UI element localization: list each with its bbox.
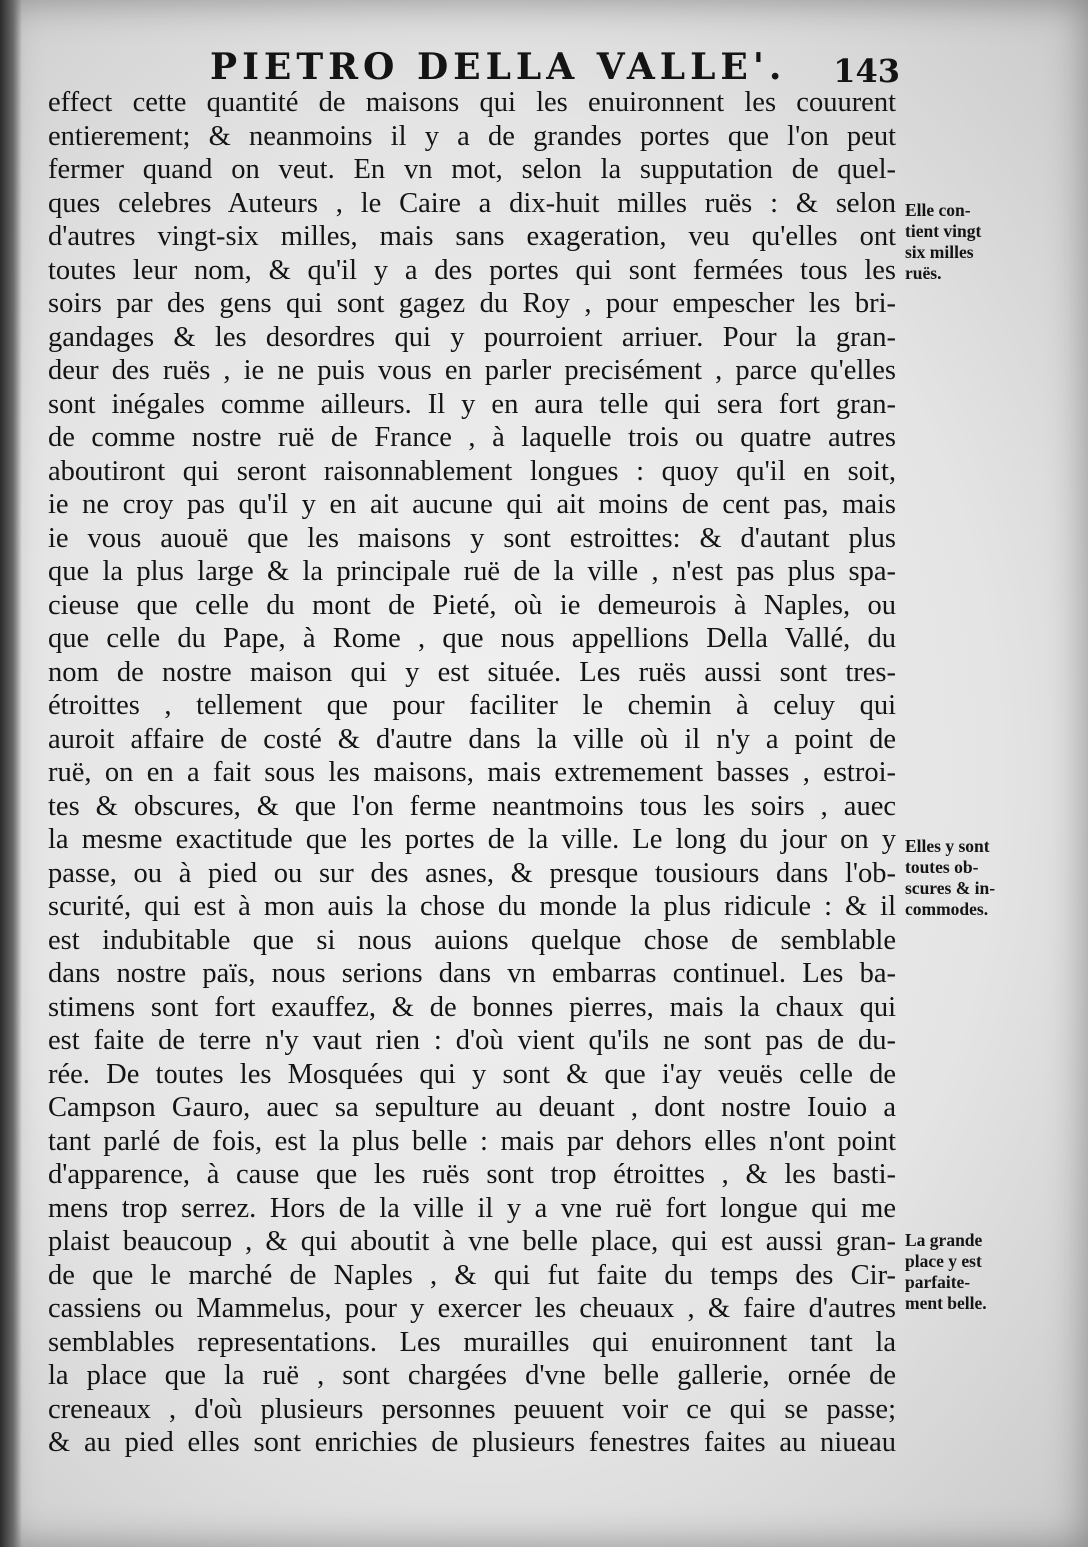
margin-note-line: toutes ob-	[905, 857, 979, 877]
text-line: cassiens ou Mammelus, pour y exercer les cheuaux , & faire d'autres	[48, 1293, 896, 1324]
text-line: ie ne croy pas qu'il y en ait aucune qui ait moins de cent pas, mais	[48, 489, 896, 520]
text-line: scurité, qui est à mon auis la chose du monde la plus ridicule : & il	[48, 891, 896, 922]
margin-note-line: scures & in-	[905, 878, 996, 898]
margin-note-great-square	[905, 1230, 1025, 1314]
text-line: mens trop serrez. Hors de la ville il y a vne ruë fort longue qui me	[48, 1192, 896, 1224]
text-line: entierement; & neanmoins il y a de grandes portes que l'on peut	[48, 120, 896, 152]
text-line: de que le marché de Naples , & qui fut faite du temps des Cir-	[48, 1259, 896, 1291]
text-line: gandages & les desordres qui y pourroient arriuer. Pour la gran-	[48, 321, 896, 353]
text-line: ie vous auouë que les maisons y sont estroittes: & d'autant plus	[48, 522, 896, 554]
text-line: effect cette quantité de maisons qui les enuironnent les couurent	[48, 87, 896, 118]
text-line: que la plus large & la principale ruë de la ville , n'est pas plus spa-	[48, 556, 896, 587]
margin-note-line: parfaite-	[905, 1272, 971, 1292]
margin-note-line: Elle con-	[905, 200, 971, 220]
text-line: Campson Gauro, auec sa sepulture au deuant , dont nostre Iouio a	[48, 1092, 896, 1123]
text-line: dans nostre païs, nous serions dans vn embarras continuel. Les ba-	[48, 958, 896, 989]
text-line: la mesme exactitude que les portes de la ville. Le long du jour on y	[48, 824, 896, 855]
text-line: de comme nostre ruë de France , à laquelle trois ou quatre autres	[48, 422, 896, 453]
text-line: stimens sont fort exauffez, & de bonnes pierres, mais la chaux qui	[48, 991, 896, 1023]
text-line: nom de nostre maison qui y est située. Les ruës aussi sont tres-	[48, 656, 896, 688]
main-text-column	[48, 86, 896, 1460]
page-header	[200, 40, 900, 92]
text-line: toutes leur nom, & qu'il y a des portes qui sont fermées tous les	[48, 254, 896, 286]
page-number: 143	[833, 52, 900, 90]
text-line: est indubitable que si nous auions quelque chose de semblable	[48, 924, 896, 956]
text-line: rée. De toutes les Mosquées qui y sont & que i'ay veuës celle de	[48, 1058, 896, 1090]
text-line: d'autres vingt-six milles, mais sans exageration, veu qu'elles ont	[48, 221, 896, 252]
text-line: étroittes , tellement que pour faciliter le chemin à celuy qui	[48, 690, 896, 721]
text-line: & au pied elles sont enrichies de plusieurs fenestres faites au niueau	[48, 1427, 896, 1458]
margin-note-line: place y est	[905, 1251, 982, 1271]
margin-note-line: commodes.	[905, 899, 989, 919]
text-line: creneaux , d'où plusieurs personnes peuuent voir ce qui se passe;	[48, 1393, 896, 1425]
text-line: est faite de terre n'y vaut rien : d'où vient qu'ils ne sont pas de du-	[48, 1025, 896, 1056]
text-line: tant parlé de fois, est la plus belle : mais par dehors elles n'ont point	[48, 1125, 896, 1157]
margin-note-line: ment belle.	[905, 1293, 987, 1313]
text-line: tes & obscures, & que l'on ferme neantmoins tous les soirs , auec	[48, 790, 896, 822]
text-line: la place que la ruë , sont chargées d'vne belle gallerie, ornée de	[48, 1360, 896, 1391]
text-line: cieuse que celle du mont de Pieté, où ie demeurois à Naples, ou	[48, 589, 896, 621]
text-line: auroit affaire de costé & d'autre dans la ville où il n'y a point de	[48, 723, 896, 755]
text-line: soirs par des gens qui sont gagez du Roy , pour empescher les bri-	[48, 288, 896, 319]
text-line: aboutiront qui seront raisonnablement longues : quoy qu'il en soit,	[48, 455, 896, 487]
text-line: sont inégales comme ailleurs. Il y en aura telle qui sera fort gran-	[48, 388, 896, 420]
text-line: ques celebres Auteurs , le Caire a dix-huit milles ruës : & selon	[48, 187, 896, 219]
text-line: semblables representations. Les murailles qui enuironnent tant la	[48, 1326, 896, 1358]
margin-note-line: six milles	[905, 242, 974, 262]
text-line: que celle du Pape, à Rome , que nous appellions Della Vallé, du	[48, 623, 896, 654]
text-line: deur des ruës , ie ne puis vous en parler precisément , parce qu'elles	[48, 355, 896, 386]
text-line: plaist beaucoup , & qui aboutit à vne belle place, qui est aussi gran-	[48, 1226, 896, 1257]
margin-note-line: La grande	[905, 1230, 983, 1250]
margin-note-line: ruës.	[905, 263, 942, 283]
page-gutter-shadow	[0, 0, 22, 1547]
text-line: passe, ou à pied ou sur des asnes, & presque tousiours dans l'ob-	[48, 857, 896, 889]
text-line: d'apparence, à cause que les ruës sont trop étroittes , & les basti-	[48, 1159, 896, 1190]
margin-note-line: Elles y sont	[905, 836, 990, 856]
running-title: PIETRO DELLA VALLE'.	[210, 46, 787, 88]
text-line: ruë, on en a fait sous les maisons, mais extremement basses , estroi-	[48, 757, 896, 788]
margin-note-dark-passages	[905, 836, 1025, 920]
margin-note-street-count	[905, 200, 1025, 284]
text-line: fermer quand on veut. En vn mot, selon la supputation de quel-	[48, 154, 896, 185]
margin-note-line: tient vingt	[905, 221, 982, 241]
